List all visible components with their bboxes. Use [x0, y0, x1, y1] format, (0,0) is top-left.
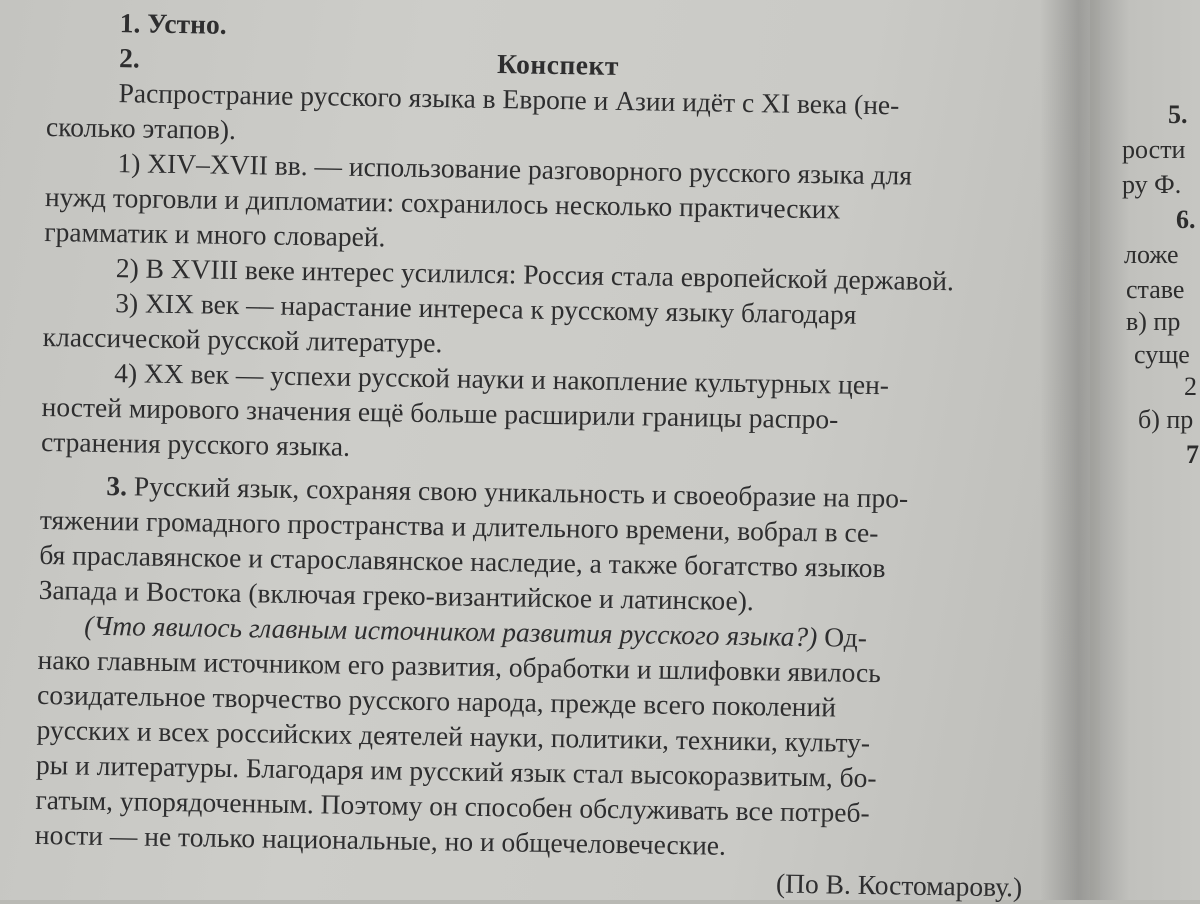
question-line: (Что явилось главным источником развития русского языка?) Од-	[84, 609, 868, 653]
para-line-4: ры и литературы. Благодаря им русский язык стал высокоразвитым, бо-	[35, 748, 877, 794]
right-page-line-7: в) пр	[1126, 307, 1181, 336]
para-line-3: русских и всех российских деятелей науки, политики, техники, культу-	[36, 713, 871, 759]
para-line-1: нако главным источником его развития, обработки и шлифовки явилось	[37, 643, 882, 689]
item-1: 1. Устно.	[119, 7, 227, 40]
item-3-number: 3.	[106, 469, 128, 502]
right-page-line-9: 2	[1184, 372, 1197, 401]
point-3-line-1: 3) XIX век –– нарастание интереса к русскому языку благодаря	[115, 287, 857, 330]
right-page-line-11: 7	[1186, 440, 1199, 469]
page-text	[34, 4, 1038, 904]
para-line-6: ности — не только национальные, но и общечеловеческие.	[34, 818, 727, 861]
item-3-block	[39, 467, 1031, 623]
item-3-line-2: тяжении громадного пространства и длительного времени, вобрал в се-	[39, 503, 879, 549]
author-attribution: (По В. Костомарову.)	[775, 867, 1023, 903]
point-3-line-2: классической русской литературе.	[42, 320, 443, 359]
point-1-line-3: грамматик и много словарей.	[44, 215, 386, 253]
item-2-number: 2.	[118, 42, 141, 74]
para-line-2: созидательное творчество русского народа, прежде всего поколений	[36, 678, 837, 723]
right-page-line-3: ру Ф.	[1122, 170, 1182, 199]
right-page-line-10: б) пр	[1138, 405, 1194, 434]
point-1-line-1: 1) XIV–XVII вв. — использование разговорного русского языка для	[117, 147, 913, 191]
question-text: (Что явилось главным источником развития русского языка?)	[84, 609, 818, 653]
intro-line-2: сколько этапов).	[45, 110, 237, 145]
item-3-line-1: 3. Русский язык, сохраняя свою уникальность и своеобразие на про-	[106, 469, 909, 514]
point-4-line-2: ностей мирового значения ещё больше расширили границы распро-	[41, 390, 839, 435]
point-4-line-1: 4) XX век — успехи русской науки и накопление культурных цен-	[113, 357, 890, 401]
point-2-line: 2) В XVIII веке интерес усилился: Россия стала европейской державой.	[115, 252, 955, 297]
point-1-line-2: нужд торговли и дипломатии: сохранилось несколько практических	[44, 180, 841, 225]
item-3-line-3: бя праславянское и старославянское наследие, а также богатство языков	[39, 538, 886, 584]
right-page-line-8: суще	[1134, 340, 1190, 369]
right-book-page	[1100, 0, 1200, 900]
item-3-line-4: Запада и Востока (включая греко-византийское и латинское).	[38, 573, 755, 617]
intro-line-1: Распространие русского языка в Европе и Азии идёт с XI века (не-	[118, 77, 900, 121]
para-line-5: гатым, упорядоченным. Поэтому он способен обслуживать все потреб-	[35, 783, 870, 829]
right-page-line-6: ставе	[1126, 275, 1185, 304]
right-page-line-4: 6.	[1176, 205, 1196, 234]
point-4-line-3: странения русского языка.	[40, 425, 351, 462]
right-page-line-2: рости	[1122, 135, 1186, 164]
right-page-line-5: ложе	[1124, 240, 1179, 269]
right-page-line-1: 5.	[1168, 100, 1188, 129]
section-title: Конспект	[496, 48, 620, 81]
